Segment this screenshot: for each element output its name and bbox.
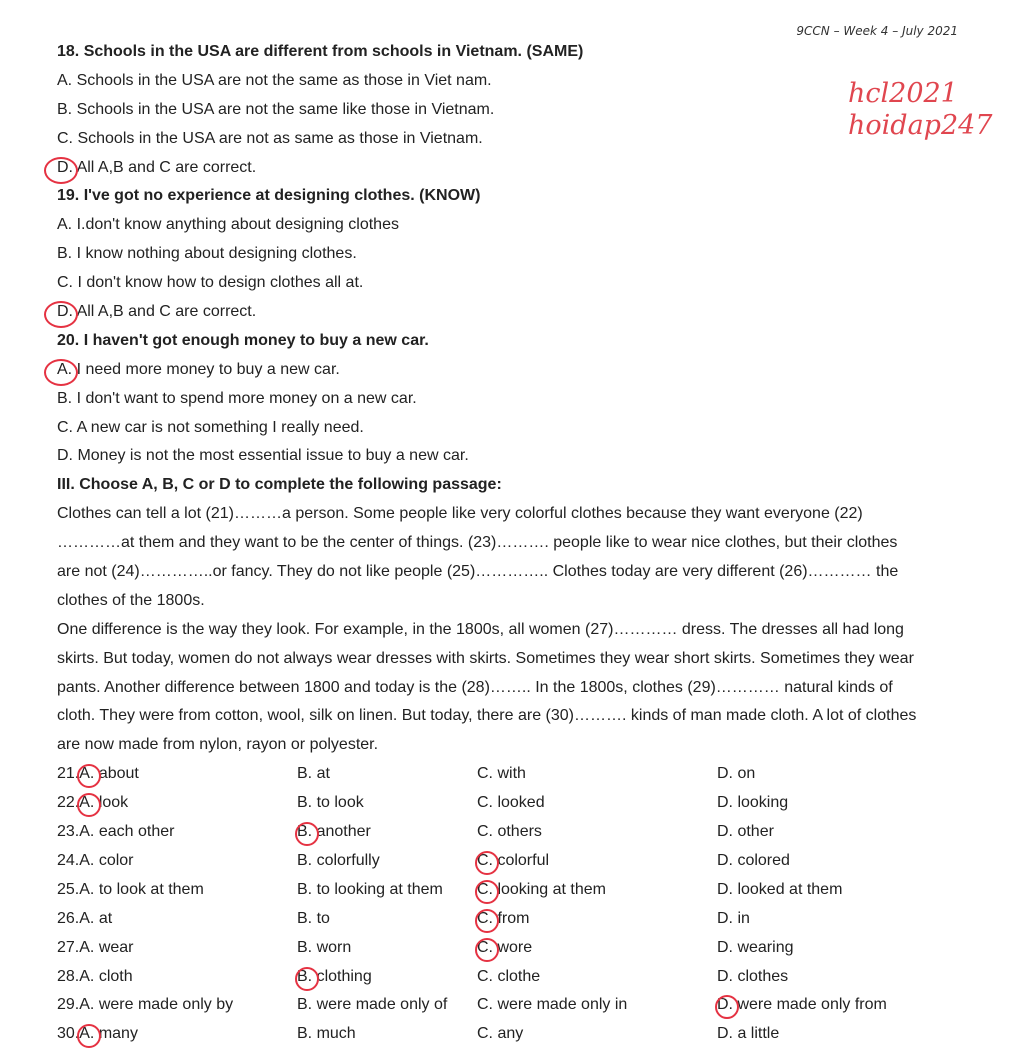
answer-option — [57, 96, 962, 125]
passage-line: cloth. They were from cotton, wool, silk on linen. But today, there are (30)………. kinds of man made cloth. A lot of clothes — [57, 707, 917, 725]
item-number: 27. — [57, 938, 80, 956]
selected-option-letter: C. — [477, 876, 493, 905]
selected-option-letter: B. — [297, 818, 312, 847]
option-text: Schools in the USA are not as same as those in Vietnam. — [73, 129, 483, 147]
option-letter: B. — [57, 100, 73, 118]
option-letter: C. — [57, 274, 73, 292]
option-letter: B. — [297, 765, 313, 783]
answer-cell — [57, 991, 233, 1020]
option-text: to — [316, 909, 330, 927]
option-text: colored — [737, 851, 790, 869]
option-text: worn — [316, 938, 352, 956]
option-text: another — [316, 823, 371, 841]
option-text: many — [98, 1025, 138, 1043]
passage-line: are not (24)…………..or fancy. They do not like people (25)………….. Clothes today are very different (26)………… the — [57, 563, 899, 581]
option-text: other — [737, 823, 774, 841]
option-text: colorfully — [316, 851, 380, 869]
answer-cell — [717, 789, 788, 818]
item-number: 21. — [57, 765, 80, 783]
item-number: 28. — [57, 967, 80, 985]
answer-cell — [477, 760, 526, 789]
option-letter: C. — [477, 1025, 493, 1043]
handwritten-line: hoidap247 — [848, 110, 993, 141]
answer-cell — [717, 934, 793, 963]
option-letter: B. — [297, 938, 313, 956]
option-text: look — [98, 794, 129, 812]
option-text: to look at them — [98, 880, 204, 898]
passage-line: Clothes can tell a lot (21)………a person. Some people like very colorful clothes because they want everyone (22) — [57, 505, 863, 523]
question-title: 18. Schools in the USA are different from schools in Vietnam. (SAME) — [57, 43, 584, 60]
answer-cell — [57, 760, 139, 789]
question-title: 19. I've got no experience at designing clothes. (KNOW) — [57, 187, 481, 205]
answer-option — [57, 356, 962, 385]
option-letter: B. — [297, 794, 313, 812]
answer-cell — [297, 934, 351, 963]
option-letter: B. — [297, 909, 313, 927]
option-text: I don't want to spend more money on a new car. — [72, 389, 417, 407]
option-letter: C. — [57, 129, 73, 147]
option-letter: A. — [79, 938, 95, 956]
option-letter: D. — [717, 938, 733, 956]
option-text: Money is not the most essential issue to buy a new car. — [73, 447, 469, 465]
selected-option-letter: D. — [717, 991, 733, 1020]
option-letter: A. — [79, 909, 95, 927]
answer-cell — [297, 847, 380, 876]
option-letter: C. — [477, 967, 493, 985]
answer-cell — [297, 789, 364, 818]
handwritten-line: hcl2021 — [848, 78, 958, 109]
worksheet-content — [57, 38, 962, 1049]
option-text: looked at them — [737, 880, 843, 898]
option-letter: A. — [79, 996, 95, 1014]
option-text: looking — [737, 794, 789, 812]
option-letter: B. — [297, 996, 313, 1014]
answer-cell — [717, 876, 842, 905]
selected-option-letter: C. — [477, 847, 493, 876]
answer-cell — [477, 934, 532, 963]
option-letter: C. — [57, 418, 73, 436]
passage-line: are now made from nylon, rayon or polyester. — [57, 736, 379, 754]
answer-row — [57, 818, 962, 847]
passage-line: skirts. But today, women do not always wear dresses with skirts. Sometimes they wear short skirts. Sometimes they wear — [57, 649, 914, 667]
option-letter: D. — [717, 823, 733, 841]
option-letter: A. — [79, 823, 95, 841]
answer-row — [57, 1020, 962, 1049]
item-number: 23. — [57, 823, 80, 841]
answer-cell — [297, 991, 447, 1020]
answer-cell — [57, 847, 134, 876]
option-text: any — [497, 1025, 524, 1043]
option-letter: D. — [717, 909, 733, 927]
item-number: 24. — [57, 851, 80, 869]
answer-cell — [717, 847, 790, 876]
option-text: wearing — [737, 938, 794, 956]
answer-row — [57, 876, 962, 905]
option-text: I.don't know anything about designing clothes — [72, 216, 399, 234]
option-text: looked — [497, 794, 545, 812]
option-letter: D. — [717, 765, 733, 783]
answer-option — [57, 67, 962, 96]
answer-cell — [477, 963, 540, 992]
option-text: wear — [98, 938, 134, 956]
answer-cell — [297, 760, 330, 789]
answer-cell — [477, 789, 545, 818]
option-text: Schools in the USA are not the same like those in Vietnam. — [72, 100, 495, 118]
answer-row — [57, 760, 962, 789]
answer-option — [57, 385, 962, 414]
answer-option — [57, 269, 962, 298]
option-text: clothing — [316, 967, 372, 985]
option-text: to looking at them — [316, 880, 443, 898]
answer-cell — [477, 905, 529, 934]
option-text: clothes — [737, 967, 789, 985]
option-text: colorful — [497, 851, 550, 869]
answer-row — [57, 963, 962, 992]
selected-option-letter: D. — [57, 298, 73, 327]
option-text: I don't know how to design clothes all at. — [73, 274, 364, 292]
item-number: 30. — [57, 1025, 80, 1043]
option-text: Schools in the USA are not the same as those in Viet nam. — [72, 71, 492, 89]
item-number: 25. — [57, 880, 80, 898]
option-text: from — [497, 909, 530, 927]
answer-cell — [297, 876, 443, 905]
item-number: 29. — [57, 996, 80, 1014]
option-letter: D. — [717, 967, 733, 985]
selected-option-letter: A. — [79, 789, 94, 818]
option-letter: A. — [57, 216, 73, 234]
option-text: were made only from — [737, 996, 887, 1014]
passage-line: One difference is the way they look. For example, in the 1800s, all women (27)………… dress. The dresses all had long — [57, 620, 904, 638]
option-letter: A. — [57, 71, 73, 89]
answer-option — [57, 125, 962, 154]
option-text: a little — [737, 1025, 780, 1043]
answer-option — [57, 414, 962, 443]
option-text: were made only by — [98, 996, 234, 1014]
option-text: clothe — [497, 967, 541, 985]
option-text: I know nothing about designing clothes. — [72, 245, 357, 263]
answer-cell — [477, 876, 606, 905]
answer-cell — [57, 818, 174, 847]
option-letter: B. — [297, 880, 313, 898]
selected-option-letter: A. — [57, 356, 72, 385]
option-text: at — [316, 765, 330, 783]
answer-cell — [57, 789, 128, 818]
option-text: were made only of — [316, 996, 448, 1014]
answer-grid — [57, 760, 962, 1049]
option-letter: D. — [717, 880, 733, 898]
option-letter: C. — [477, 794, 493, 812]
selected-option-letter: B. — [297, 963, 312, 992]
answer-cell — [477, 991, 627, 1020]
option-letter: A. — [79, 967, 95, 985]
selected-option-letter: A. — [79, 1020, 94, 1049]
passage-line: …………at them and they want to be the center of things. (23)………. people like to wear nice clothes, but their clothes — [57, 534, 898, 552]
answer-cell — [57, 876, 204, 905]
answer-cell — [477, 847, 549, 876]
answer-row — [57, 847, 962, 876]
option-text: I need more money to buy a new car. — [72, 360, 340, 378]
answer-cell — [297, 818, 371, 847]
option-text: in — [737, 909, 750, 927]
answer-cell — [717, 991, 887, 1020]
option-letter: D. — [717, 851, 733, 869]
answer-cell — [297, 963, 372, 992]
answer-cell — [717, 963, 788, 992]
option-text: at — [98, 909, 113, 927]
answer-row — [57, 991, 962, 1020]
option-letter: D. — [717, 1025, 733, 1043]
option-text: with — [497, 765, 526, 783]
option-text: about — [98, 765, 139, 783]
option-text: were made only in — [497, 996, 628, 1014]
answer-option — [57, 154, 962, 183]
answer-cell — [477, 1020, 523, 1049]
answer-cell — [717, 818, 774, 847]
selected-option-letter: D. — [57, 154, 73, 183]
option-letter: A. — [79, 880, 95, 898]
header-note: 9CCN – Week 4 – July 2021 — [796, 24, 958, 38]
answer-row — [57, 905, 962, 934]
answer-option — [57, 240, 962, 269]
answer-cell — [297, 905, 330, 934]
answer-cell — [297, 1020, 356, 1049]
option-letter: B. — [297, 851, 313, 869]
option-letter: C. — [477, 996, 493, 1014]
selected-option-letter: C. — [477, 905, 493, 934]
option-text: All A,B and C are correct. — [73, 303, 257, 321]
answer-cell — [57, 1020, 138, 1049]
answer-row — [57, 934, 962, 963]
option-text: others — [497, 823, 542, 841]
answer-cell — [717, 760, 755, 789]
selected-option-letter: C. — [477, 934, 493, 963]
answer-cell — [477, 818, 542, 847]
option-letter: D. — [57, 447, 73, 465]
option-text: each other — [98, 823, 175, 841]
option-text: wore — [497, 938, 533, 956]
option-letter: C. — [477, 765, 493, 783]
answer-option — [57, 442, 962, 471]
option-text: A new car is not something I really need. — [73, 418, 364, 436]
option-letter: D. — [717, 794, 733, 812]
question-title: 20. I haven't got enough money to buy a new car. — [57, 331, 429, 349]
option-letter: B. — [57, 389, 73, 407]
option-letter: C. — [477, 823, 493, 841]
option-text: cloth — [98, 967, 133, 985]
answer-cell — [57, 905, 112, 934]
answer-cell — [57, 963, 133, 992]
passage-line: pants. Another difference between 1800 and today is the (28)…….. In the 1800s, clothes (29)………… natural kinds of — [57, 678, 893, 696]
section-title: III. Choose A, B, C or D to complete the following passage: — [57, 476, 502, 494]
answer-row — [57, 789, 962, 818]
option-text: to look — [316, 794, 364, 812]
answer-option — [57, 211, 962, 240]
option-text: color — [98, 851, 134, 869]
option-text: All A,B and C are correct. — [73, 158, 257, 176]
option-letter: B. — [297, 1025, 313, 1043]
option-text: on — [737, 765, 756, 783]
option-text: much — [316, 1025, 356, 1043]
selected-option-letter: A. — [79, 760, 94, 789]
answer-cell — [717, 1020, 779, 1049]
answer-option — [57, 298, 962, 327]
option-letter: B. — [57, 245, 73, 263]
passage-line: clothes of the 1800s. — [57, 591, 205, 609]
option-text: looking at them — [497, 880, 606, 898]
answer-cell — [57, 934, 134, 963]
answer-cell — [717, 905, 750, 934]
item-number: 22. — [57, 794, 80, 812]
item-number: 26. — [57, 909, 80, 927]
option-letter: A. — [79, 851, 95, 869]
